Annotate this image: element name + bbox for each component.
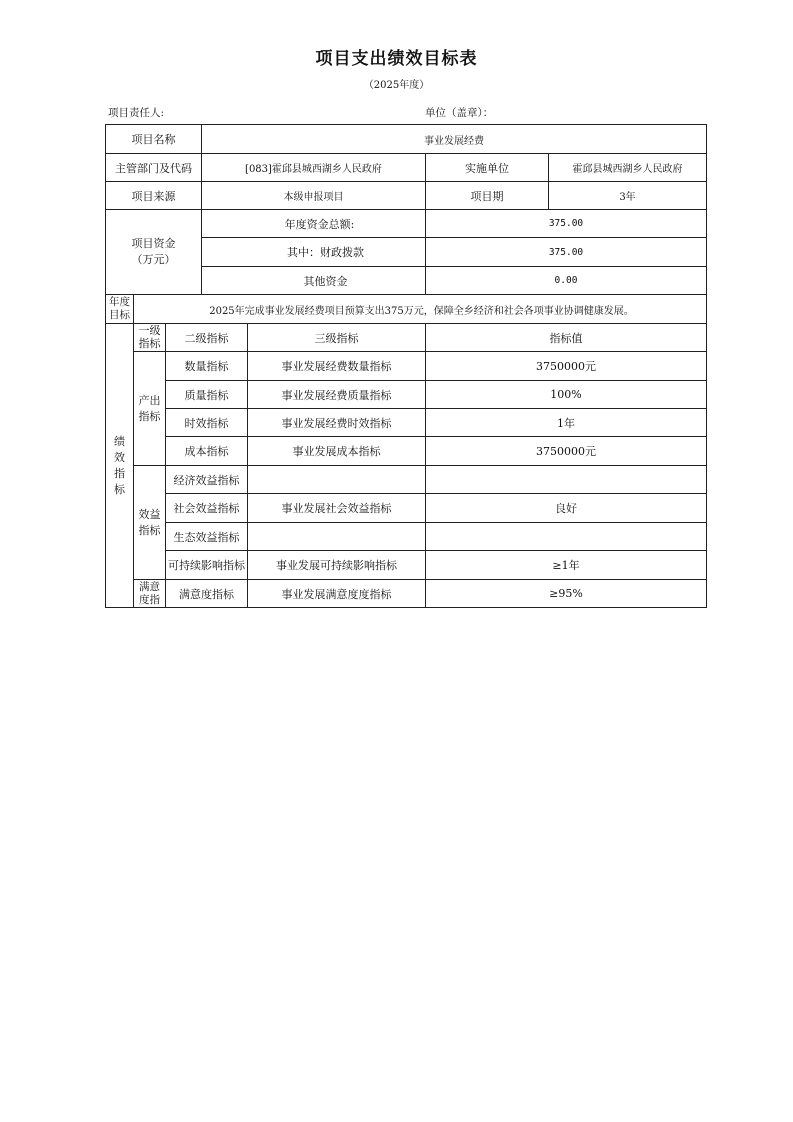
benefit-l3 [248, 466, 426, 494]
funds-total-row [106, 210, 707, 238]
benefit-l3 [248, 523, 426, 551]
level1-header: 一级指标 [134, 324, 166, 352]
benefit-value [426, 523, 707, 551]
indicator-header-row [106, 324, 707, 352]
benefit-l2: 生态效益指标 [166, 523, 248, 551]
funds-unit-text: （万元） [131, 253, 176, 266]
benefit-value: ≥1年 [426, 551, 707, 580]
output-row [106, 437, 707, 466]
output-indicator-label: 产出指标 [134, 352, 166, 466]
source-value: 本级申报项目 [202, 182, 426, 210]
output-row [106, 352, 707, 381]
year-label: （2025年度） [363, 80, 430, 91]
output-l2: 时效指标 [166, 409, 248, 437]
output-l3: 事业发展成本指标 [248, 437, 426, 466]
satisfaction-l2: 满意度指标 [166, 580, 248, 608]
level3-header: 三级指标 [248, 324, 426, 352]
benefit-l2: 经济效益指标 [166, 466, 248, 494]
annual-goal-label: 年度 目标 [106, 295, 134, 324]
department-row [106, 154, 707, 182]
annual-goal-text: 2025年完成事业发展经费项目预算支出375万元，保障全乡经济和社会各项事业协调健康发展。 [134, 295, 707, 324]
unit-seal-label: 单位（盖章）： [425, 107, 494, 119]
output-row [106, 409, 707, 437]
indicators-section-label: 绩效指标 [106, 324, 134, 608]
department-value: [083]霍邱县城西湖乡人民政府 [202, 154, 426, 182]
page-title: 项目支出绩效目标表 [315, 49, 478, 69]
funds-total-value: 375.00 [426, 210, 707, 238]
output-l2: 数量指标 [166, 352, 248, 381]
output-value: 3750000元 [426, 352, 707, 381]
annual-goal-row [106, 295, 707, 324]
benefit-indicator-label: 效益指标 [134, 466, 166, 580]
implementing-unit-value: 霍邱县城西湖乡人民政府 [549, 154, 707, 182]
project-name-row [106, 125, 707, 154]
benefit-l2: 可持续影响指标 [166, 551, 248, 580]
satisfaction-value: ≥95% [426, 580, 707, 608]
output-l3: 事业发展经费时效指标 [248, 409, 426, 437]
funds-total-label: 年度资金总额: [202, 210, 426, 238]
funds-label-text: 项目资金 [131, 237, 176, 250]
output-value: 1年 [426, 409, 707, 437]
project-name-label: 项目名称 [106, 125, 202, 154]
output-l3: 事业发展经费质量指标 [248, 381, 426, 409]
funds-fiscal-label: 其中：财政拨款 [202, 238, 426, 267]
period-label: 项目期 [426, 182, 549, 210]
funds-fiscal-value: 375.00 [426, 238, 707, 267]
level2-header: 二级指标 [166, 324, 248, 352]
output-value: 3750000元 [426, 437, 707, 466]
implementing-unit-label: 实施单位 [426, 154, 549, 182]
benefit-value [426, 466, 707, 494]
benefit-l3: 事业发展可持续影响指标 [248, 551, 426, 580]
funds-label [106, 210, 202, 295]
benefit-row [106, 466, 707, 494]
satisfaction-l3: 事业发展满意度度指标 [248, 580, 426, 608]
satisfaction-row [106, 580, 707, 608]
benefit-l2: 社会效益指标 [166, 494, 248, 523]
source-label: 项目来源 [106, 182, 202, 210]
output-value: 100% [426, 381, 707, 409]
period-value: 3年 [549, 182, 707, 210]
source-row [106, 182, 707, 210]
responsible-person-label: 项目责任人: [108, 107, 165, 119]
funds-other-label: 其他资金 [202, 267, 426, 295]
output-row [106, 381, 707, 409]
output-l3: 事业发展经费数量指标 [248, 352, 426, 381]
benefit-row [106, 494, 707, 523]
funds-other-value: 0.00 [426, 267, 707, 295]
benefit-value: 良好 [426, 494, 707, 523]
output-l2: 成本指标 [166, 437, 248, 466]
value-header: 指标值 [426, 324, 707, 352]
project-name-value: 事业发展经费 [202, 125, 707, 154]
satisfaction-indicator-label: 满意 度指 [134, 580, 166, 608]
benefit-l3: 事业发展社会效益指标 [248, 494, 426, 523]
benefit-row [106, 523, 707, 551]
department-label: 主管部门及代码 [106, 154, 202, 182]
performance-goal-table [105, 124, 707, 608]
output-l2: 质量指标 [166, 381, 248, 409]
benefit-row [106, 551, 707, 580]
